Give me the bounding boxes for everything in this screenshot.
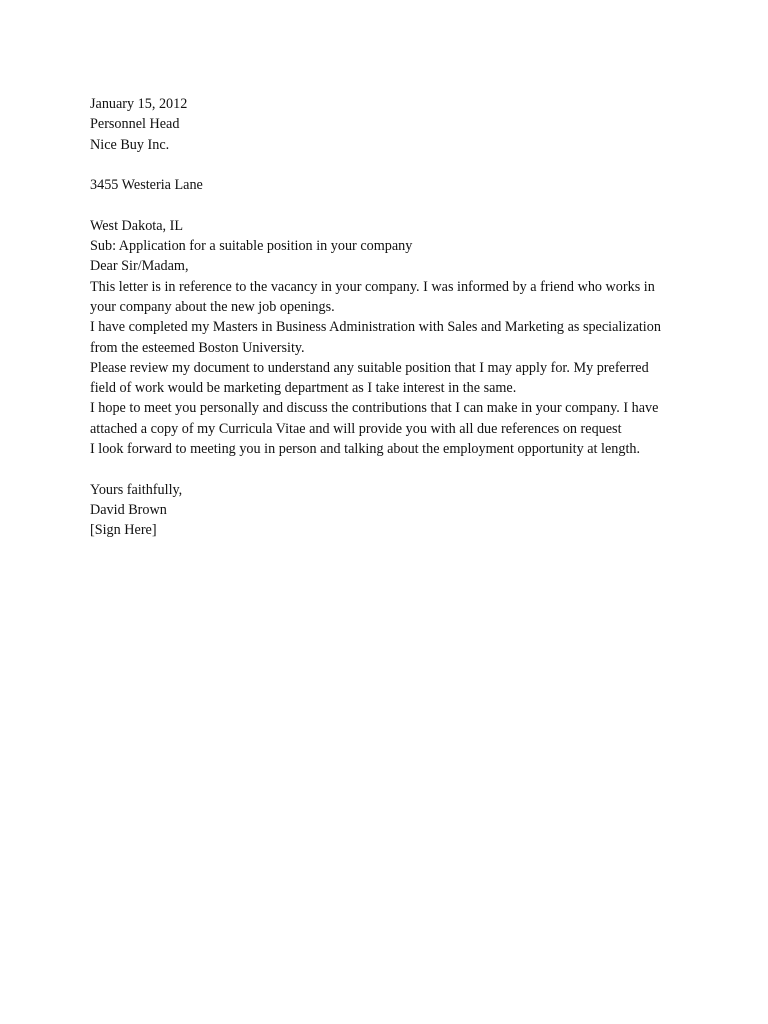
body-line: from the esteemed Boston University. — [90, 339, 305, 356]
body-line: Please review my document to understand any suitable position that I may apply for. My preferred — [90, 359, 649, 376]
recipient-title: Personnel Head — [90, 116, 180, 133]
body-line: attached a copy of my Curricula Vitae and will provide you with all due references on request — [90, 420, 622, 437]
letter-salutation: Dear Sir/Madam, — [90, 258, 189, 275]
body-line: I hope to meet you personally and discuss the contributions that I can make in your company. I have — [90, 400, 659, 417]
spacer — [90, 459, 690, 479]
body-line: This letter is in reference to the vacancy in your company. I was informed by a friend who works in — [90, 278, 655, 295]
body-line: field of work would be marketing department as I take interest in the same. — [90, 380, 517, 397]
spacer — [90, 195, 690, 215]
body-line: I have completed my Masters in Business Administration with Sales and Marketing as specialization — [90, 319, 661, 336]
recipient-city-state: West Dakota, IL — [90, 217, 184, 234]
sender-name: David Brown — [90, 501, 167, 518]
letter-date: January 15, 2012 — [90, 96, 188, 112]
body-line: your company about the new job openings. — [90, 298, 335, 315]
spacer — [90, 155, 690, 175]
signature-placeholder: [Sign Here] — [90, 522, 157, 539]
letter-body — [90, 277, 690, 460]
letter-page — [90, 94, 690, 541]
recipient-street: 3455 Westeria Lane — [90, 177, 203, 194]
body-line: I look forward to meeting you in person and talking about the employment opportunity at length. — [90, 441, 641, 458]
recipient-company: Nice Buy Inc. — [90, 136, 170, 153]
letter-closing: Yours faithfully, — [90, 481, 183, 498]
letter-subject: Sub: Application for a suitable position in your company — [90, 238, 413, 255]
